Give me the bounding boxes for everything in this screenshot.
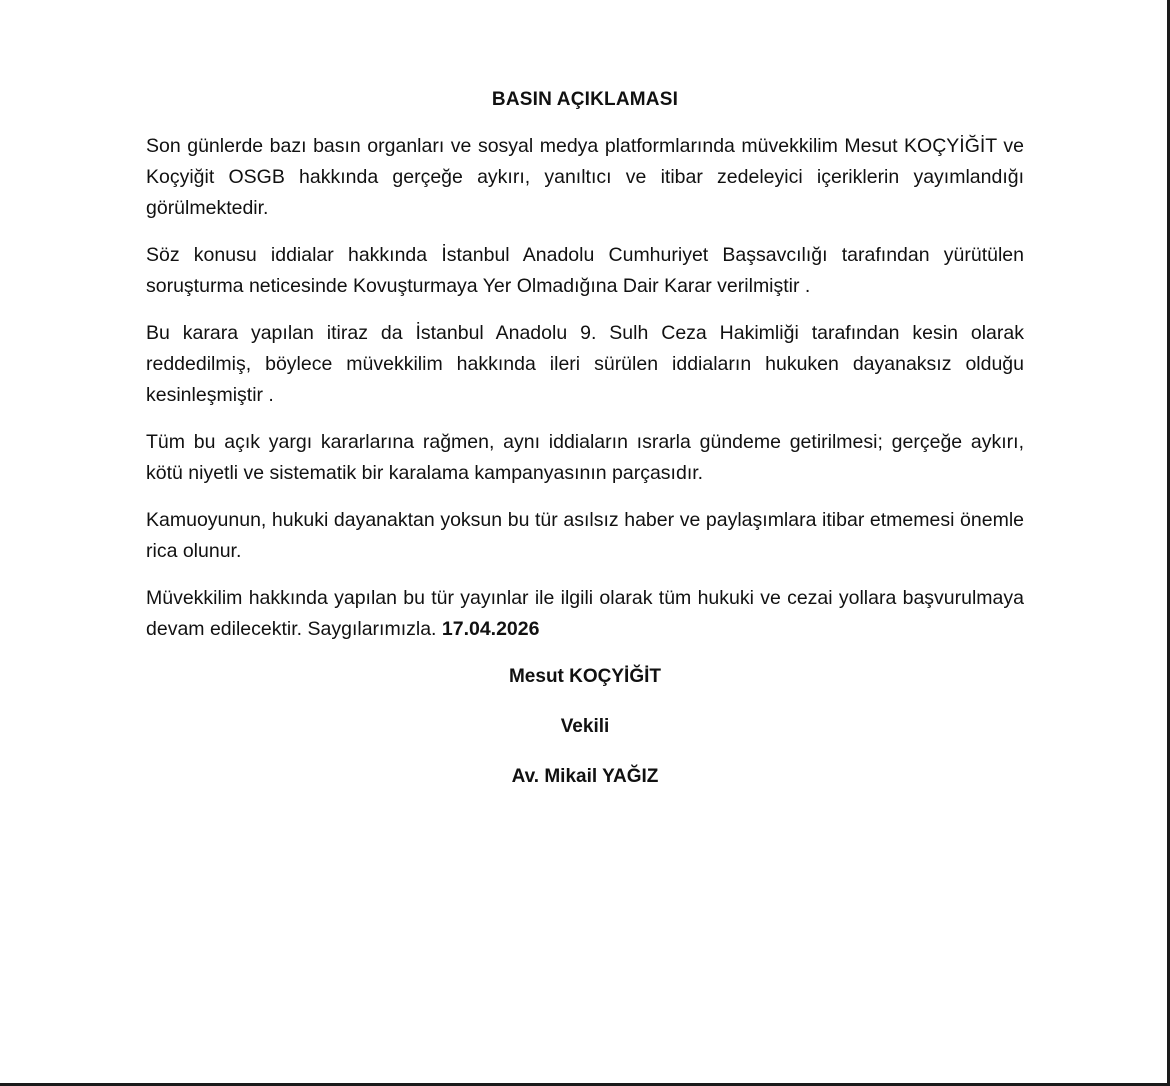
press-release-document	[146, 89, 1024, 789]
document-title: BASIN AÇIKLAMASI	[491, 89, 679, 110]
paragraph-appeal-rejected: Bu karara yapılan itiraz da İstanbul Anadolu 9. Sulh Ceza Hakimliği tarafından kesin olarak reddedilmiş, böylece müvekkilim hakkında ileri sürülen iddiaların hukuken dayanaksız olduğu kesinleşmiştir .	[146, 322, 1024, 406]
signature-lawyer-name: Av. Mikail YAĞIZ	[511, 766, 659, 787]
paragraph-closing	[146, 583, 1024, 645]
closing-text: Müvekkilim hakkında yapılan bu tür yayınlar ile ilgili olarak tüm hukuki ve cezai yollara başvurulmaya devam edilecektir. Saygılarımızla.	[146, 587, 1024, 640]
signature-client-name: Mesut KOÇYİĞİT	[508, 666, 661, 687]
document-date: 17.04.2026	[441, 618, 540, 640]
paragraph-prosecution-decision: Söz konusu iddialar hakkında İstanbul Anadolu Cumhuriyet Başsavcılığı tarafından yürütülen soruşturma neticesinde Kovuşturmaya Yer Olmadığına Dair Karar verilmiştir .	[146, 244, 1024, 297]
signature-role: Vekili	[560, 716, 610, 737]
paragraph-public-request: Kamuoyunun, hukuki dayanaktan yoksun bu tür asılsız haber ve paylaşımlara itibar etmemesi önemle rica olunur.	[146, 509, 1024, 562]
paragraph-intro: Son günlerde bazı basın organları ve sosyal medya platformlarında müvekkilim Mesut KOÇYİĞİT ve Koçyiğit OSGB hakkında gerçeğe aykırı, yanıltıcı ve itibar zedeleyici içeriklerin yayımlandığı görülmektedir.	[146, 135, 1024, 219]
paragraph-smear-campaign: Tüm bu açık yargı kararlarına rağmen, aynı iddiaların ısrarla gündeme getirilmesi; gerçeğe aykırı, kötü niyetli ve sistematik bir karalama kampanyasının parçasıdır.	[146, 431, 1024, 484]
